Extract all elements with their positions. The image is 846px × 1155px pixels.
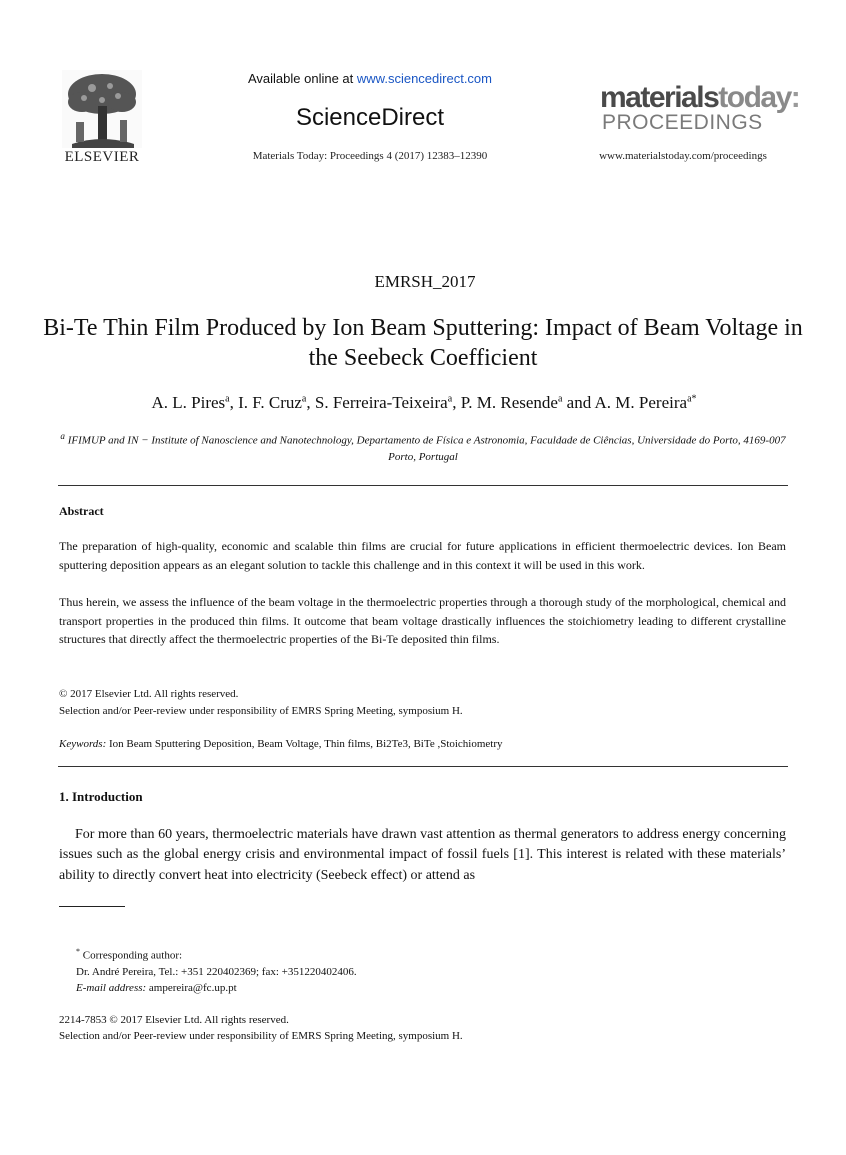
sciencedirect-link[interactable]: www.sciencedirect.com [356, 71, 492, 86]
author-affil-mark: a [301, 393, 307, 405]
author-list [60, 393, 788, 413]
email-address[interactable]: ampereira@fc.up.pt [146, 981, 237, 994]
author-affil-mark: a [557, 393, 563, 405]
footnote-line1: Corresponding author: [80, 949, 183, 962]
page-footer [59, 1012, 463, 1044]
brand-part2: today [718, 81, 791, 114]
footer-line2: Selection and/or Peer-review under responsibility of EMRS Spring Meeting, symposium H. [59, 1030, 463, 1042]
author-name: A. M. Pereira [594, 393, 688, 412]
abstract-copyright: © 2017 Elsevier Ltd. All rights reserved. [59, 688, 239, 700]
brand-part3: : [790, 81, 800, 114]
affiliation-mark: a [60, 431, 65, 441]
brand-sub: PROCEEDINGS [602, 111, 763, 134]
author-affil-mark: a* [687, 393, 697, 405]
keywords-label: Keywords: [59, 738, 107, 750]
site-name: ScienceDirect [295, 104, 445, 131]
footnote-mark: * [76, 947, 80, 956]
author-affil-mark: a [447, 393, 453, 405]
author-separator: , [229, 393, 239, 412]
footnote-rule [59, 906, 125, 907]
footnote-line2: Dr. André Pereira, Tel.: +351 220402369; fax: +351220402406. [76, 965, 357, 978]
introduction-text: For more than 60 years, thermoelectric materials have drawn vast attention as thermal generators to address energy concerning issues such as the global energy crisis and environmental impact of fossil fuels [1]. This interest is related with these materials’ ability to directly convert heat into electricity (Seebeck effect) or attend as [59, 827, 786, 883]
journal-url[interactable]: www.materialstoday.com/proceedings [599, 150, 767, 162]
section-heading-introduction: 1. Introduction [59, 789, 143, 804]
paper-title: Bi-Te Thin Film Produced by Ion Beam Sputtering: Impact of Beam Voltage in the Seebeck Coefficient [43, 315, 803, 371]
publisher-name: ELSEVIER [64, 149, 140, 165]
author-separator: , [306, 393, 315, 412]
keywords [59, 738, 503, 750]
author-name: P. M. Resende [460, 393, 558, 412]
author-name: A. L. Pires [151, 393, 226, 412]
conference-id: EMRSH_2017 [374, 272, 476, 291]
footnote [76, 944, 357, 996]
footer-line1: 2214-7853 © 2017 Elsevier Ltd. All rights reserved. [59, 1014, 289, 1026]
elsevier-tree-logo [62, 70, 142, 148]
email-label: E-mail address: [76, 981, 147, 994]
journal-reference: Materials Today: Proceedings 4 (2017) 12383–12390 [252, 150, 488, 162]
available-prefix: Available online at [247, 71, 357, 86]
author-separator: and [562, 393, 595, 412]
brand-part1: materials [600, 81, 719, 114]
availability-line [200, 71, 540, 86]
author-separator: , [452, 393, 461, 412]
abstract-selection: Selection and/or Peer-review under responsibility of EMRS Spring Meeting, symposium H. [59, 705, 463, 717]
affiliation [58, 428, 788, 465]
affiliation-text: IFIMUP and IN − Institute of Nanoscience and Nanotechnology, Departamento de Física e Astronomia, Faculdade de Ciências, Universidade do Porto, 4169-007 Porto, Portugal [67, 434, 786, 463]
abstract-heading: Abstract [59, 504, 104, 518]
divider [58, 485, 788, 486]
materials-today-logo [600, 81, 800, 134]
divider [58, 766, 788, 767]
author-affil-mark: a [225, 393, 230, 405]
keywords-list: Ion Beam Sputtering Deposition, Beam Voltage, Thin films, Bi2Te3, BiTe ,Stoichiometry [106, 738, 503, 750]
abstract-paragraph-1: The preparation of high-quality, economic and scalable thin films are crucial for future applications in efficient thermoelectric devices. Ion Beam sputtering deposition appears as an elegant solution to tackle this challenge and in this context it will be used in this work. [59, 539, 786, 572]
abstract-paragraph-2: Thus herein, we assess the influence of the beam voltage in the thermoelectric properties through a thorough study of the morphological, chemical and transport properties in the produced thin films. It outcome that beam voltage drastically influences the stoichiometry leading to different crystalline structures that directly affect the thermoelectric properties of the Bi-Te deposited thin films. [59, 595, 786, 647]
author-name: S. Ferreira-Teixeira [314, 393, 448, 412]
author-name: I. F. Cruz [238, 393, 302, 412]
